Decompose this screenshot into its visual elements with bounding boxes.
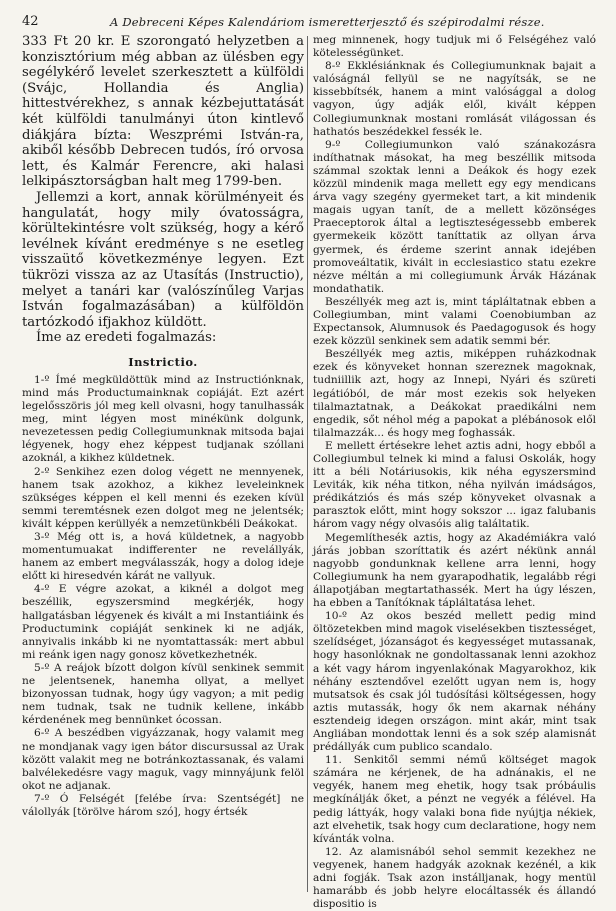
body-paragraph: E mellett értésekre lehet aztis adni, hogy ebből a Collegiumbul telnek ki mind a falusi Oskolák, hogy itt a béli Notáriusokis, kik néha egyszersmind Leviták, kik néha titkon, néha nyilván imádságos, prédikátziós és más szép könyveket olvasnak a parasztok előtt, mint hogy sokszor ... igaz falubanis három vagy négy olvasóis alig találtatik. xyxy=(313,439,596,531)
instructio-point: 2-º Senkihez ezen dolog végett ne mennyenek, hanem tsak azokhoz, a kikhez leveleinknek szükséges képpen el kell menni és ezeken kívül semmi teremtésnek ezen dolgot meg ne jelentsék; kivált képpen kerüllyék a nemzetünkbéli Deákokat. xyxy=(22,465,304,530)
body-paragraph: Beszéllyék meg azt is, mint tápláltatnak ebben a Collegiumban, mint valami Coenobiumban az Expectansok, Alumnusok és Paedagogusok és hogy ezek közzül senkinek sem adatik semmi bér. xyxy=(313,295,596,348)
instructio-point: 3-º Még ott is, a hová küldetnek, a nagyobb momentumuakat indifferenter ne revelállyák, hanem az embert megválasszák, hogy a dolog ideje előtt ki hiresedvén kárát ne vallyuk. xyxy=(22,531,304,583)
instructio-point: 6-º A beszédben vigyázzanak, hogy valamit meg ne mondjanak vagy igen bátor discursussal az Urak között valakit meg ne botránkoztassanak, és valami balvélekedésre vagy maguk, vagy minnyájunk felöl okot ne adjanak. xyxy=(22,727,304,792)
instructio-point: 9-º Collegiumunkon való szánakozásra indíthatnak másokat, ha meg beszéllik mitsoda számmal szoktak lenni a Deákok és hogy ezek közzül mindenik maga mellett egy egy mendicans árva vagy szegény gyermeket tart, a kit mindenik magais ugyan tanít, de a mellett közönséges Praeceptorok által a legtiszteségessebb emberek gyermekeik között taníttatik az ollyan árva gyermek, és érdeme szerint annak idejében promoveáltatik, kivált in ecclesiastico statu ezekre nézve méltán a mi collegiumunk Árvák Házának mondathatik. xyxy=(313,138,596,295)
body-paragraph: Beszéllyék meg aztis, miképpen ruházkodnak ezek és könyveket honnan szereznek magoknak, tudniillik azt, hogy az Innepi, Nyári és szüreti legátióból, de már most ezekis sok helyeken tilalmaztatnak, a Deákokat praedikálni nem engedik, sőt néhol még a papokat a plébánosok elől tilalmazzák... és hogy meg foghassák. xyxy=(313,348,596,439)
instructio-point: 8-º Ekklésiánknak és Collegiumunknak bajait a valóságnál fellyül se ne nagyítsák, se ne kissebbítsék, hanem a mint valósággal a dolog vagyon, úgy adják elől, kivált képpen Collegiumunknak mostani romlását világossan és hathatós beszédekkel fessék le. xyxy=(313,60,596,138)
intro-paragraph: Jellemzi a kort, annak körülményeit és hangulatát, hogy mily óvatosságra, körültekintésre volt szükség, hogy a kérő levélnek kívánt eredménye s ne esetleg visszaütő következménye legyen. Ezt tükrözi vissza az az Utasítás (Instructio), melyet a tanári kar (valószínűleg Varjas István fogalmazásában) a külföldön tartózkodó ifjakhoz küldött. xyxy=(22,189,304,330)
instructio-title: Instrictio. xyxy=(128,354,198,369)
instructio-point: 4-º E végre azokat, a kiknél a dolgot meg beszéllik, egyszersmind megkérjék, hogy hallgatásban légyenek és kivált a mi Instantiáink és Productumink copiáját senkinek ki ne adják, annyivalis inkább ki ne nyomtattassák: mert abbul mi reánk igen nagy gonosz következhetnék. xyxy=(22,583,304,661)
instructio-points xyxy=(22,374,304,819)
instructio-point: 11. Senkitől semmi némű költséget magok számára ne kérjenek, de ha adnánakis, el ne vegyék, hanem meg ehetik, hogy tsak próbáulis megkínálják őket, a pénzt ne vegyék a félével. Ha pedig láttyák, hogy valaki bona fide nyújtja nékiek, azt elvehetik, tsak hogy cum declaratione, hogy nem kívánták volna. xyxy=(313,754,597,845)
instructio-point: 1-º Ímé megküldöttük mind az Instructiónknak, mind más Productumainknak copiáját. Ezt azért legelősszöris jól meg kell olvasni, hogy tanulhassák meg, mint légyen most minékünk dolgunk, nevezetessen pedig Collegiumunknak mitsoda bajai légyenek, hogy ehez képpest tudjanak szóllani azoknál, a kikhez küldetnek. xyxy=(22,373,304,465)
instructio-point: 10-º Az okos beszéd mellett pedig mind öltözetekben mind magok viselésekben tisztességet, szelídséget, józanságot és kegyességet mutassanak, hogy hasonlóknak ne gondoltassanak lenni azokhoz a két vagy három ingyenlakónak Magyarokhoz, kik néhány esztendővel ezelőtt ugyan nem is, hogy mutsatsok és csak jól tudósítási költségessen, hogy aztis mutassák, hogy ők nem akarnak néhány esztendeig idegen országon. mint akár, mint tsak Angliában mondottak lenni és a sok szép alamisnát prédállyák cum publico scandalo. xyxy=(313,610,596,754)
continuation-paragraph: meg minnenek, hogy tudjuk mi ő Felségéhez való kötelességünket. xyxy=(313,34,596,60)
instructio-point: 7-º Ó Felségét [felébe írva: Szentségét] ne válollyák [törölve három szó], hogy értsék xyxy=(22,792,304,818)
column-divider xyxy=(307,36,308,892)
body-paragraph: Megemlíthesék aztis, hogy az Akadémiákra való járás jobban szoríttatik és azért nékünk annál nagyobb gondunknak kellene arra lenni, hogy Collegiumunk ha nem gyarapodhatik, legalább régi állapotjában megtartathassék. Mert ha úgy lészen, ha ebben a Tanítóknak tápláltatása lehet. xyxy=(313,531,596,610)
running-title: A Debreceni Képes Kalendáriom ismeretterjesztő és szépirodalmi része. xyxy=(110,15,545,29)
intro-text xyxy=(22,34,304,346)
intro-paragraph: 333 Ft 20 kr. E szorongató helyzetben a konzisztórium még abban az ülésben egy segélykérő levelet szerkesztett a külföldi (Svájc, Hollandia és Anglia) hittestvérekhez, s annak kézbejuttatását két külföldi tanulmányi úton kintlevő diákjára bízta: Weszprémi István-ra, akiből később Debrecen tudós, író orvosa lett, és Kalmár Ferencre, aki halasi lelkipásztorságban halt meg 1799-ben. xyxy=(22,34,304,190)
instructio-point: 5-º A reájok bízott dolgon kívül senkinek semmit ne jelentsenek, hanemha ollyat, a mellyet bizonyossan tudnak, hogy úgy vagyon; a mit pedig nem tudnak, tsak ne tudnik kellene, inkább kérdenének meg bennünket ócossan. xyxy=(22,661,304,727)
page-header xyxy=(0,14,616,30)
right-column xyxy=(313,34,597,911)
instructio-point: 12. Az alamisnából sehol semmit kezekhez ne vegyenek, hanem hadgyák azoknak kezénél, a kik adni fogják. Tsak azon instálljanak, hogy mentül hamarább és jobb helyre elocáltassék és állandó dispositio is xyxy=(313,845,596,911)
left-column xyxy=(22,34,304,890)
page-number: 42 xyxy=(22,14,39,29)
intro-paragraph: Íme az eredeti fogalmazás: xyxy=(36,330,217,346)
